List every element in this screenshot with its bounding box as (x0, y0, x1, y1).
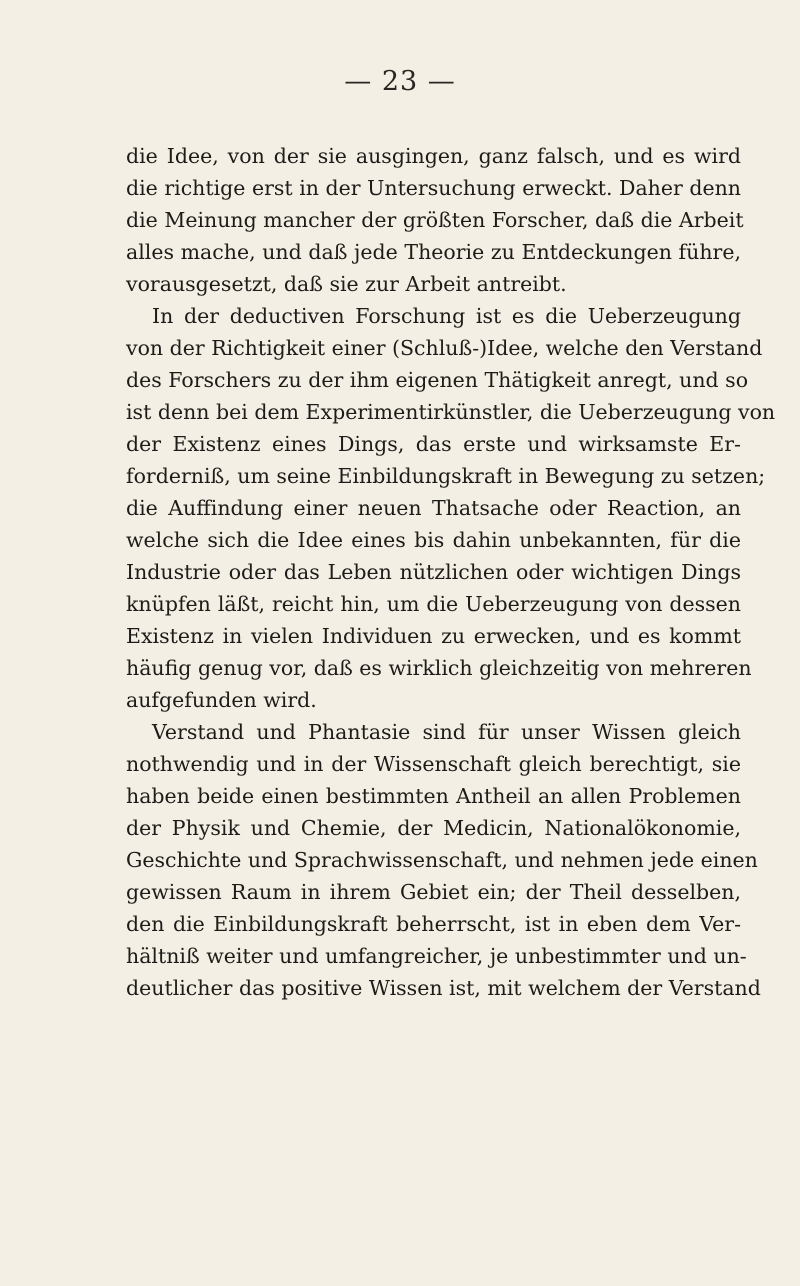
text-line: nothwendig und in der Wissenschaft gleich berechtigt, sie (126, 752, 741, 776)
text-line: Geschichte und Sprachwissenschaft, und nehmen jede einen (126, 848, 758, 872)
text-line: haben beide einen bestimmten Antheil an allen Problemen (126, 784, 741, 808)
text-line: In der deductiven Forschung ist es die Ueberzeugung (152, 304, 741, 328)
text-line: knüpfen läßt, reicht hin, um die Ueberzeugung von dessen (126, 592, 741, 616)
text-line: alles mache, und daß jede Theorie zu Entdeckungen führe, (126, 240, 741, 264)
text-line: häufig genug vor, daß es wirklich gleichzeitig von mehreren (126, 656, 752, 680)
text-line: von der Richtigkeit einer (Schluß-)Idee, welche den Verstand (126, 336, 763, 360)
text-line: der Existenz eines Dings, das erste und wirksamste Er- (126, 432, 741, 456)
text-line: ist denn bei dem Experimentirkünstler, die Ueberzeugung von (126, 400, 776, 424)
text-line: Verstand und Phantasie sind für unser Wissen gleich (152, 720, 741, 744)
text-line: den die Einbildungskraft beherrscht, ist in eben dem Ver- (126, 912, 741, 936)
text-line: Industrie oder das Leben nützlichen oder wichtigen Dings (126, 560, 741, 584)
body-text (126, 140, 776, 1004)
text-line: die Auffindung einer neuen Thatsache oder Reaction, an (126, 496, 741, 520)
text-line: vorausgesetzt, daß sie zur Arbeit antreibt. (126, 272, 567, 296)
text-line: gewissen Raum in ihrem Gebiet ein; der Theil desselben, (126, 880, 741, 904)
text-line: aufgefunden wird. (126, 688, 317, 712)
text-line: welche sich die Idee eines bis dahin unbekannten, für die (126, 528, 741, 552)
text-line: die Idee, von der sie ausgingen, ganz falsch, und es wird (126, 144, 741, 168)
page-number: — 23 — (344, 66, 456, 97)
text-line: Existenz in vielen Individuen zu erwecken, und es kommt (126, 624, 741, 648)
text-line: hältniß weiter und umfangreicher, je unbestimmter und un- (126, 944, 747, 968)
text-line: deutlicher das positive Wissen ist, mit welchem der Verstand (126, 976, 761, 1000)
text-line: die richtige erst in der Untersuchung erweckt. Daher denn (126, 176, 741, 200)
text-line: der Physik und Chemie, der Medicin, Nationalökonomie, (126, 816, 741, 840)
text-line: forderniß, um seine Einbildungskraft in Bewegung zu setzen; (126, 464, 766, 488)
text-line: des Forschers zu der ihm eigenen Thätigkeit anregt, und so (126, 368, 749, 392)
text-line: die Meinung mancher der größten Forscher, daß die Arbeit (126, 208, 744, 232)
